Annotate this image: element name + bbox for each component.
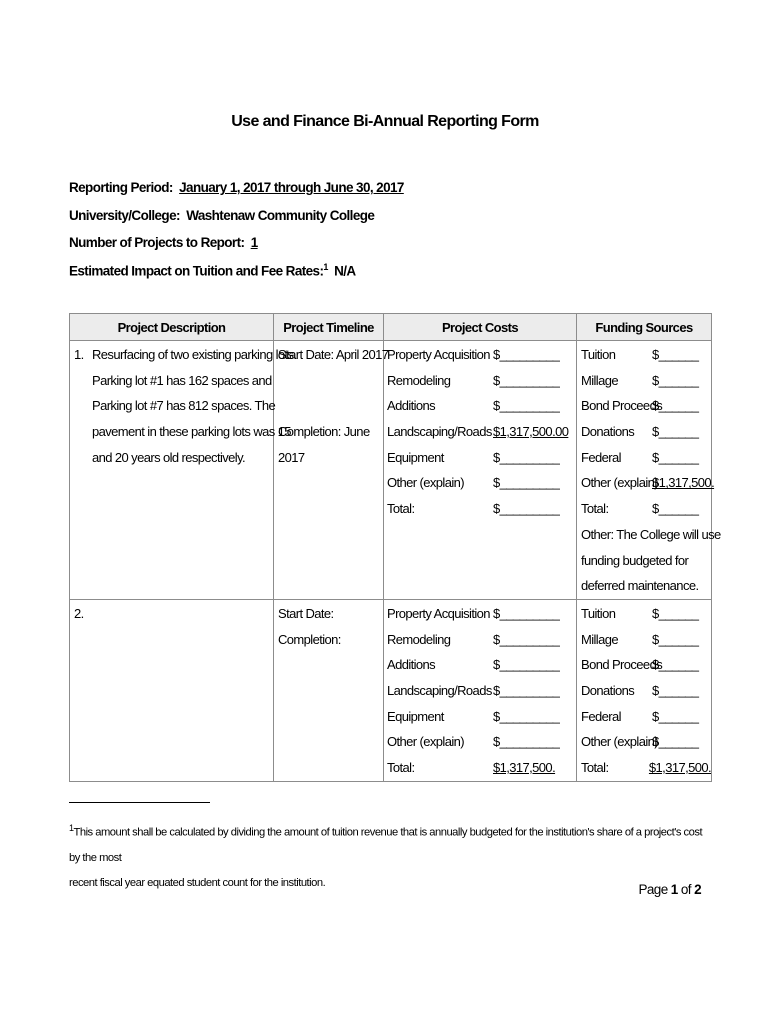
funding-row: Total: $______ (581, 501, 699, 517)
cost-row: Total: $_________ (387, 501, 560, 517)
cost-row: Remodeling $_________ (387, 372, 560, 388)
table-header-row (70, 314, 712, 341)
footnote-text-line: This amount shall be calculated by dividing the amount of tuition revenue that is annually budgeted for the institution's share of a project's cost by the most (69, 826, 703, 864)
page-number-of: of (677, 882, 695, 897)
description-line: Resurfacing of two existing parking lots. (92, 347, 297, 362)
num-projects-label: Number of Projects to Report: (69, 235, 245, 250)
footnote-number: 1 (69, 823, 74, 833)
cost-row: Property Acquisition $_________ (387, 347, 560, 362)
start-date: Start Date: (278, 605, 334, 621)
footnote-ref: 1 (323, 262, 328, 272)
funding-row: Millage $______ (581, 631, 699, 647)
page-number-total: 2 (694, 882, 701, 897)
impact-line (69, 262, 356, 279)
funding-row: Millage $______ (581, 372, 699, 388)
funding-sources-cell (577, 599, 712, 781)
footnote-text-line: recent fiscal year equated student count for the institution. (69, 876, 326, 889)
page-number (639, 882, 702, 897)
projects-table (69, 313, 721, 782)
cost-row: Additions $_________ (387, 657, 560, 673)
cost-row: Equipment $_________ (387, 708, 560, 724)
cost-row: Equipment $_________ (387, 449, 560, 465)
funding-row: Federal $______ (581, 708, 699, 724)
page-number-prefix: Page (638, 882, 671, 897)
funding-row: Tuition $______ (581, 347, 699, 362)
page-title: Use and Finance Bi-Annual Reporting Form (231, 113, 539, 130)
completion-date-cont: 2017 (278, 449, 305, 465)
funding-row: Tuition $______ (581, 605, 699, 621)
reporting-period-label: Reporting Period: (69, 180, 173, 195)
funding-sources-cell (577, 341, 721, 600)
cost-row: Additions $_________ (387, 398, 560, 414)
cost-row: Remodeling $_________ (387, 631, 560, 647)
cost-row: Property Acquisition $_________ (387, 605, 560, 621)
project-timeline-cell (274, 341, 389, 600)
completion-date: Completion: June (278, 424, 370, 440)
funding-row: Bond Proceeds $______ (581, 657, 699, 673)
page-number-current: 1 (670, 882, 678, 897)
project-costs-cell (384, 341, 577, 600)
funding-row: Bond Proceeds $______ (581, 398, 699, 414)
description-line: pavement in these parking lots was 15 (92, 424, 291, 440)
funding-row: Other (explain) $1,317,500. (581, 475, 715, 491)
reporting-period-value: January 1, 2017 through June 30, 2017 (179, 180, 404, 195)
completion-date: Completion: (278, 631, 341, 647)
footnote (69, 816, 709, 896)
project-timeline-cell (274, 599, 384, 781)
project-description-cell (70, 599, 274, 781)
cost-row: Landscaping/Roads $_________ (387, 682, 560, 698)
university-label: University/College: (69, 208, 180, 223)
university-line (69, 208, 374, 223)
funding-row: Total: $1,317,500. (581, 760, 711, 775)
university-value: Washtenaw Community College (186, 208, 375, 223)
num-projects-line (69, 235, 258, 250)
cost-row: Landscaping/Roads $1,317,500.00 (387, 424, 569, 440)
cost-row: Total: $1,317,500. (387, 760, 556, 775)
funding-row: Donations $______ (581, 424, 699, 440)
start-date: Start Date: April 2017 (278, 347, 389, 362)
project-number: 1. (74, 347, 84, 362)
footnote-divider (69, 802, 210, 803)
description-line: and 20 years old respectively. (92, 449, 246, 465)
num-projects-value: 1 (250, 235, 258, 250)
description-line: Parking lot #1 has 162 spaces and (92, 372, 272, 388)
table-row (70, 341, 712, 600)
project-number: 2. (74, 605, 84, 621)
funding-row: Donations $______ (581, 682, 699, 698)
column-header: Project Costs (384, 314, 577, 341)
impact-value: N/A (334, 263, 356, 279)
table-row (70, 599, 712, 781)
funding-note-line: deferred maintenance. (581, 578, 699, 594)
funding-note-line: funding budgeted for (581, 552, 689, 568)
column-header: Project Description (70, 314, 274, 341)
cost-row: Other (explain) $_________ (387, 475, 560, 491)
reporting-period-line (69, 180, 404, 195)
cost-row: Other (explain) $_________ (387, 734, 560, 750)
project-costs-cell (384, 599, 577, 781)
impact-label: Estimated Impact on Tuition and Fee Rates: (69, 263, 324, 279)
column-header: Funding Sources (577, 314, 712, 341)
description-line: Parking lot #7 has 812 spaces. The (92, 398, 276, 414)
funding-row: Other (explain) $______ (581, 734, 699, 750)
funding-row: Federal $______ (581, 449, 699, 465)
column-header: Project Timeline (274, 314, 384, 341)
funding-note-line: Other: The College will use (581, 526, 721, 542)
